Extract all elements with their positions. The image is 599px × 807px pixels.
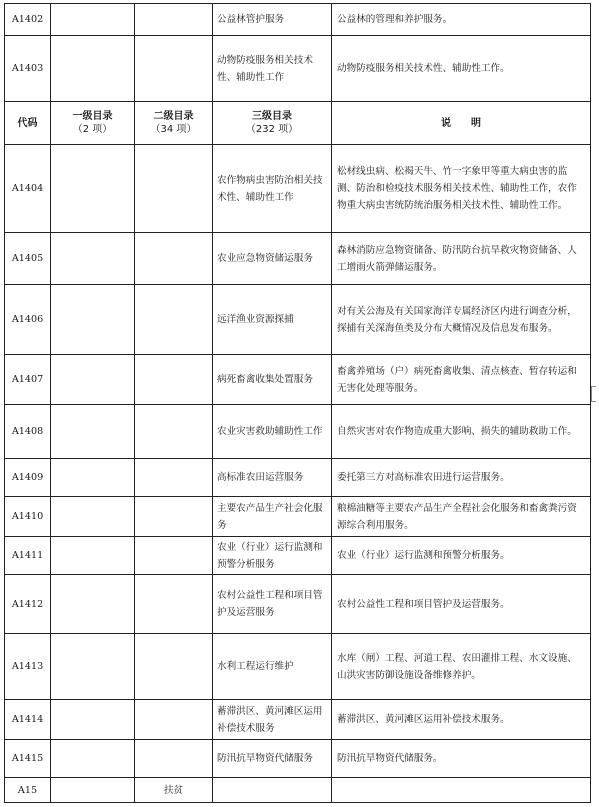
row-note: 防汛抗旱物资代储服务。 [332,740,591,778]
row-note: 森林消防应急物资储备、防汛防台抗旱救灾物资储备、人工增雨火箭弹储运服务。 [332,233,591,285]
header-level3-count: （232 项） [245,124,299,135]
row-level3: 病死畜禽收集处置服务 [213,355,332,405]
header-level1-title: 一级目录 [72,111,113,122]
row-level2 [135,355,213,405]
row-level1 [51,537,135,575]
row-note: 农业（行业）运行监测和预警分析服务。 [332,537,591,575]
page-edge-bracket [591,386,596,402]
row-note: 农村公益性工程和项目管护及运营服务。 [332,575,591,634]
row-note: 动物防疫服务相关技术性、辅助性工作。 [332,36,591,102]
row-level3: 远洋渔业资源探捕 [213,285,332,355]
row-code: A1410 [5,497,51,537]
row-level2 [135,405,213,459]
row-level1 [51,233,135,285]
row-code: A15 [5,778,51,803]
row-note: 自然灾害对农作物造成重大影响、损失的辅助救助工作。 [332,405,591,459]
row-code: A1415 [5,740,51,778]
header-level1 [51,102,135,145]
row-code: A1409 [5,459,51,497]
row-level1 [51,285,135,355]
row-level3: 高标准农田运营服务 [213,459,332,497]
row-level2 [135,36,213,102]
table-row [5,405,591,459]
row-level3: 农业灾害救助辅助性工作 [213,405,332,459]
table-row [5,459,591,497]
row-level2 [135,537,213,575]
row-level3: 农业（行业）运行监测和预警分析服务 [213,537,332,575]
row-level1 [51,355,135,405]
table-row [5,4,591,36]
row-note: 水库（闸）工程、河道工程、农田灌排工程、水文设施、山洪灾害防御设施设备维修养护。 [332,634,591,700]
row-level1 [51,740,135,778]
row-level3: 农村公益性工程和项目管护及运营服务 [213,575,332,634]
row-level2 [135,497,213,537]
header-row [5,102,591,145]
row-level2 [135,740,213,778]
row-level2 [135,575,213,634]
row-level1 [51,634,135,700]
row-code: A1413 [5,634,51,700]
row-note: 松材线虫病、松褐天牛、竹一字象甲等重大病虫害的监测、防治和检疫技术服务相关技术性、辅助性工作，农作物重大病虫害统防统治服务相关技术性、辅助性工作。 [332,145,591,233]
row-level3: 动物防疫服务相关技术性、辅助性工作 [213,36,332,102]
table-row [5,740,591,778]
row-level1 [51,4,135,36]
row-code: A1402 [5,4,51,36]
row-code: A1414 [5,700,51,740]
header-level2 [135,102,213,145]
row-level2 [135,700,213,740]
row-level3: 主要农产品生产社会化服务 [213,497,332,537]
row-level2 [135,459,213,497]
row-level3: 农业应急物资储运服务 [213,233,332,285]
table-row [5,285,591,355]
row-code: A1403 [5,36,51,102]
table-row [5,145,591,233]
row-level1 [51,459,135,497]
table-row [5,355,591,405]
table-row [5,497,591,537]
table-row [5,634,591,700]
row-level3: 公益林管护服务 [213,4,332,36]
table-row [5,537,591,575]
row-note: 委托第三方对高标准农田进行运营服务。 [332,459,591,497]
row-level3: 防汛抗旱物资代储服务 [213,740,332,778]
row-note: 对有关公海及有关国家海洋专属经济区内进行调查分析，探捕有关深海鱼类及分布大概情况及信息发布服务。 [332,285,591,355]
table-row [5,575,591,634]
row-code: A1411 [5,537,51,575]
row-level1 [51,36,135,102]
row-note: 畜禽养殖场（户）病死畜禽收集、清点核查、暂存转运和无害化处理等服务。 [332,355,591,405]
row-level1 [51,575,135,634]
row-level3 [213,778,332,803]
table-row [5,36,591,102]
table-row [5,233,591,285]
row-code: A1408 [5,405,51,459]
row-code: A1405 [5,233,51,285]
header-level1-count: （2 项） [72,124,113,135]
row-level1 [51,145,135,233]
header-level3 [213,102,332,145]
row-code: A1412 [5,575,51,634]
row-level1 [51,497,135,537]
header-note: 说 明 [332,102,591,145]
row-level1 [51,700,135,740]
row-level2 [135,145,213,233]
row-level1 [51,778,135,803]
row-note: 蓄滞洪区、黄河滩区运用补偿技术服务。 [332,700,591,740]
row-level3: 农作物病虫害防治相关技术性、辅助性工作 [213,145,332,233]
row-code: A1406 [5,285,51,355]
row-level2 [135,634,213,700]
row-note: 公益林的管理和养护服务。 [332,4,591,36]
service-catalog-table [4,3,591,803]
table-row [5,778,591,803]
row-code: A1407 [5,355,51,405]
row-level2 [135,285,213,355]
row-level2 [135,4,213,36]
header-code: 代码 [5,102,51,145]
row-level2: 扶贫 [135,778,213,803]
row-note [332,778,591,803]
row-note: 粮棉油糖等主要农产品生产全程社会化服务和畜禽粪污资源综合利用服务。 [332,497,591,537]
header-level2-count: （34 项） [150,124,197,135]
header-level3-title: 三级目录 [252,111,292,122]
row-level3: 蓄滞洪区、黄河滩区运用补偿技术服务 [213,700,332,740]
row-level3: 水利工程运行维护 [213,634,332,700]
row-level2 [135,233,213,285]
row-level1 [51,405,135,459]
table-row [5,700,591,740]
header-level2-title: 二级目录 [153,111,194,122]
row-code: A1404 [5,145,51,233]
